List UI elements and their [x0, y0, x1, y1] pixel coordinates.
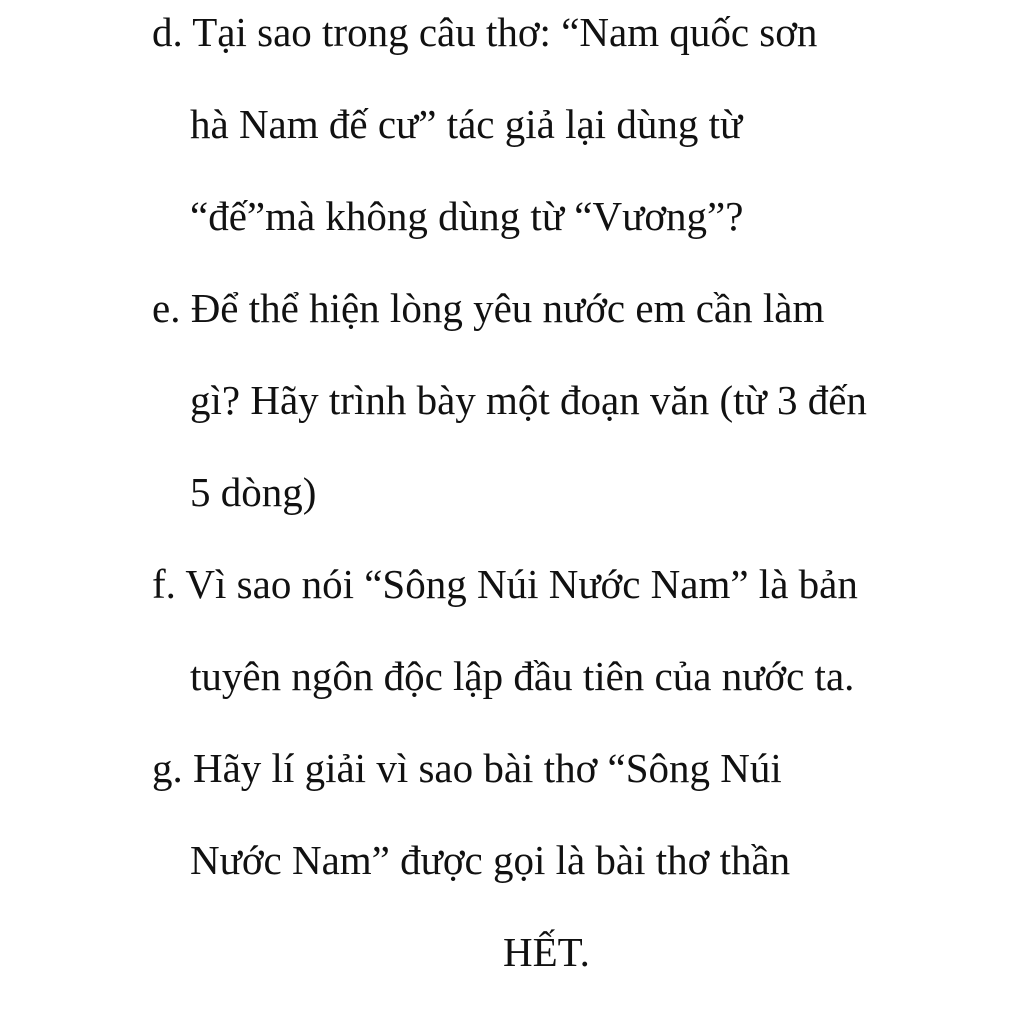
question-f-line-2: tuyên ngôn độc lập đầu tiên của nước ta. — [190, 653, 855, 699]
question-f-line-1: f. Vì sao nói “Sông Núi Nước Nam” là bản — [152, 561, 858, 607]
question-e-line-1: e. Để thể hiện lòng yêu nước em cần làm — [152, 285, 825, 331]
question-e-line-2: gì? Hãy trình bày một đoạn văn (từ 3 đến — [190, 377, 867, 423]
question-g-line-2: Nước Nam” được gọi là bài thơ thần — [190, 837, 791, 883]
question-d-line-2: hà Nam đế cư” tác giả lại dùng từ — [190, 101, 743, 147]
question-g-line-1: g. Hãy lí giải vì sao bài thơ “Sông Núi — [152, 745, 782, 791]
question-e-line-3: 5 dòng) — [190, 469, 317, 515]
question-d-line-3: “đế”mà không dùng từ “Vương”? — [190, 193, 744, 239]
end-marker: HẾT. — [503, 929, 590, 975]
question-d-line-1: d. Tại sao trong câu thơ: “Nam quốc sơn — [152, 9, 818, 55]
